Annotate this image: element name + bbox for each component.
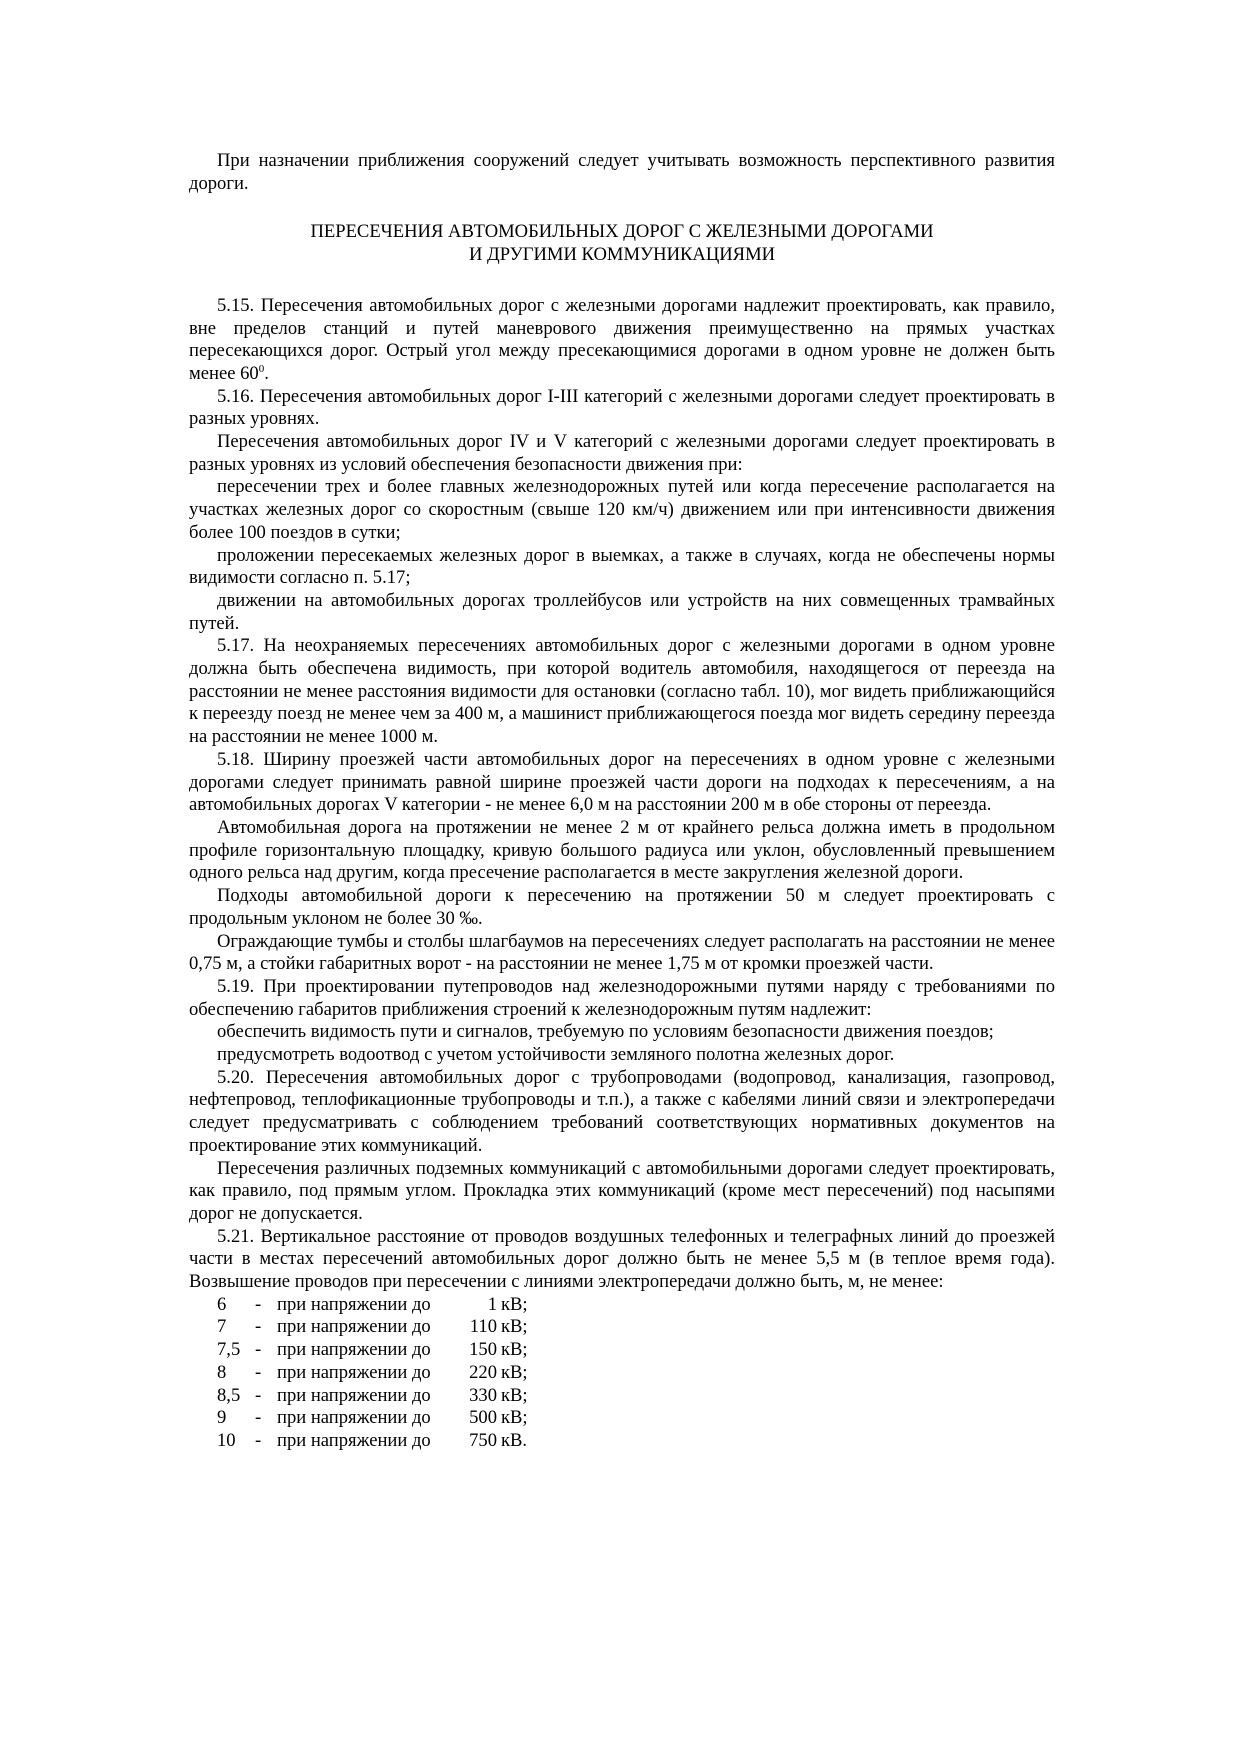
voltage-unit: кВ; — [501, 1293, 528, 1315]
condition-text: при напряжении до — [277, 1429, 431, 1451]
section-heading-line-2: И ДРУГИМИ КОММУНИКАЦИЯМИ — [468, 244, 776, 266]
list-item — [189, 1362, 1055, 1385]
voltage-value: 1 — [487, 1293, 497, 1315]
paragraph: Ограждающие тумбы и столбы шлагбаумов на пересечениях следует располагать на расстоянии не менее 0,75 м, а стойки габаритных ворот - на расстоянии не менее 1,75 м от кромки проезжей части. — [189, 930, 1055, 975]
paragraph: Подходы автомобильной дороги к пересечению на протяжении 50 м следует проектировать с продольным уклоном не более 30 ‰. — [189, 885, 1055, 929]
wire-height: 7,5 — [217, 1339, 241, 1361]
list-item — [189, 1294, 1055, 1317]
paragraph: 5.19. При проектировании путепроводов над железнодорожными путями наряду с требованиями по обеспечению габаритов приближения строений к железнодорожным путям надлежит: — [189, 975, 1055, 1020]
wire-height: 10 — [217, 1429, 236, 1451]
dash: - — [255, 1339, 262, 1361]
wire-height: 8,5 — [217, 1384, 241, 1406]
wire-height: 9 — [217, 1407, 227, 1429]
condition-text: при напряжении до — [277, 1293, 431, 1315]
list-item — [189, 1339, 1055, 1362]
dash: - — [255, 1429, 262, 1451]
voltage-unit: кВ; — [501, 1407, 528, 1429]
paragraph: Пересечения автомобильных дорог IV и V категорий с железными дорогами следует проектировать в разных уровнях из условий обеспечения безопасности движения при: — [189, 431, 1055, 475]
paragraph-5-15-text: 5.15. Пересечения автомобильных дорог с железными дорогами надлежит проектировать, как правило, вне пределов станций и путей маневрового движения преимущественно на прямых участках пересекающихся дорог. Острый угол между пресекающимися дорогами в одном уровне не должен быть менее 60 — [189, 294, 1055, 384]
voltage-unit: кВ. — [501, 1429, 528, 1451]
voltage-unit: кВ; — [501, 1316, 528, 1338]
voltage-value: 330 — [469, 1384, 497, 1406]
voltage-height-list — [189, 1294, 1055, 1453]
voltage-unit: кВ; — [501, 1361, 528, 1383]
dash: - — [255, 1361, 262, 1383]
condition-text: при напряжении до — [277, 1316, 431, 1338]
dash: - — [255, 1293, 262, 1315]
paragraph: 5.16. Пересечения автомобильных дорог I-III категорий с железными дорогами следует проектировать в разных уровнях. — [189, 385, 1055, 430]
voltage-value: 150 — [469, 1339, 497, 1361]
paragraph: 5.21. Вертикальное расстояние от проводов воздушных телефонных и телеграфных линий до проезжей части в местах пересечений автомобильных дорог должно быть не менее 5,5 м (в теплое время года). Возвышение проводов при пересечении с линиями электропередачи должно быть, м, не менее: — [189, 1225, 1055, 1293]
paragraph: движении на автомобильных дорогах троллейбусов или устройств на них совмещенных трамвайных путей. — [189, 589, 1055, 634]
voltage-value: 220 — [469, 1361, 497, 1383]
paragraph: Пересечения различных подземных коммуникаций с автомобильными дорогами следует проектировать, как правило, под прямым углом. Прокладка этих коммуникаций (кроме мест пересечений) под насыпями дорог не допускается. — [189, 1157, 1055, 1224]
voltage-unit: кВ; — [501, 1339, 528, 1361]
wire-height: 7 — [217, 1316, 227, 1338]
condition-text: при напряжении до — [277, 1361, 431, 1383]
voltage-value: 500 — [469, 1407, 497, 1429]
dash: - — [255, 1384, 262, 1406]
document-page — [189, 150, 1055, 1453]
paragraph: 5.18. Ширину проезжей части автомобильных дорог на пересечениях в одном уровне с железными дорогами следует принимать равной ширине проезжей части дороги на подходах к пересечениям, а на автомобильных дорогах V категории - не менее 6,0 м на расстоянии 200 м в обе стороны от переезда. — [189, 748, 1055, 816]
section-heading-line-1: ПЕРЕСЕЧЕНИЯ АВТОМОБИЛЬНЫХ ДОРОГ С ЖЕЛЕЗНЫМИ ДОРОГАМИ — [310, 221, 934, 243]
condition-text: при напряжении до — [277, 1407, 431, 1429]
wire-height: 6 — [217, 1293, 227, 1315]
condition-text: при напряжении до — [277, 1384, 431, 1406]
paragraph: 5.17. На неохраняемых пересечениях автомобильных дорог с железными дорогами в одном уровне должна быть обеспечена видимость, при которой водитель автомобиля, находящегося от переезда на расстоянии не менее расстояния видимости для остановки (согласно табл. 10), мог видеть приближающийся к переезду поезд не менее чем за 400 м, а машинист приближающегося поезда мог видеть середину переезда на расстоянии не менее 1000 м. — [189, 635, 1055, 748]
paragraph: предусмотреть водоотвод с учетом устойчивости земляного полотна железных дорог. — [217, 1044, 895, 1066]
list-item — [189, 1316, 1055, 1339]
paragraph-5-15-end: . — [264, 362, 269, 384]
paragraph: Автомобильная дорога на протяжении не менее 2 м от крайнего рельса должна иметь в продольном профиле горизонтальную площадку, кривую большого радиуса или уклон, обусловленный превышением одного рельса над другим, когда пресечение располагается в месте закругления железной дороги. — [189, 816, 1055, 884]
dash: - — [255, 1407, 262, 1429]
dash: - — [255, 1316, 262, 1338]
voltage-unit: кВ; — [501, 1384, 528, 1406]
paragraph-5-15 — [189, 295, 1055, 386]
voltage-value: 750 — [469, 1429, 497, 1451]
paragraph: пересечении трех и более главных железнодорожных путей или когда пересечение располагается на участках железных дорог со скоростным (свыше 120 км/ч) движением или при интенсивности движения более 100 поездов в сутки; — [189, 476, 1055, 543]
list-item — [189, 1407, 1055, 1430]
intro-paragraph: При назначении приближения сооружений следует учитывать возможность перспективного развития дороги. — [189, 150, 1055, 194]
paragraph: обеспечить видимость пути и сигналов, требуемую по условиям безопасности движения поездов; — [217, 1021, 994, 1043]
paragraph: 5.20. Пересечения автомобильных дорог с трубопроводами (водопровод, канализация, газопровод, нефтепровод, теплофикационные трубопроводы и т.п.), а также с кабелями линий связи и электропередачи следует предусматривать с соблюдением требований соответствующих нормативных документов на проектирование этих коммуникаций. — [189, 1066, 1055, 1156]
list-item — [189, 1430, 1055, 1453]
voltage-value: 110 — [469, 1316, 497, 1338]
degree-superscript: 0 — [258, 362, 265, 375]
list-item — [189, 1385, 1055, 1408]
condition-text: при напряжении до — [277, 1339, 431, 1361]
wire-height: 8 — [217, 1361, 227, 1383]
section-heading — [189, 221, 1055, 266]
paragraph: проложении пересекаемых железных дорог в выемках, а также в случаях, когда не обеспечены нормы видимости согласно п. 5.17; — [189, 544, 1055, 589]
